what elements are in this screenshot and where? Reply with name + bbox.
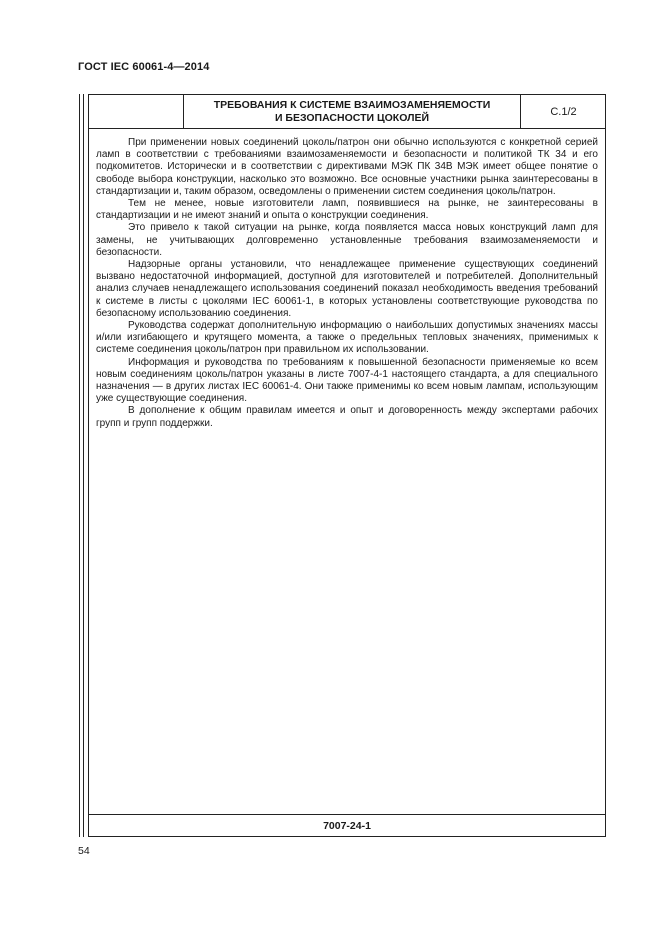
sheet-title-line-2: И БЕЗОПАСНОСТИ ЦОКОЛЕЙ bbox=[274, 111, 430, 124]
document-code: ГОСТ IEC 60061-4—2014 bbox=[78, 61, 210, 73]
sheet-title bbox=[184, 95, 521, 128]
paragraph: Информация и руководства по требованиям к повышенной безопасности применяемые ко всем новым соединениям цоколь/патрон указаны в листе 7007-4-1 настоящего стандарта, а для специального назначения — в других листах IEC 60061-4. Они также применимы ко всем новым лампам, использующим уже существующие соединения. bbox=[96, 356, 598, 405]
sheet-body bbox=[96, 137, 598, 430]
sheet-code: С.1/2 bbox=[550, 105, 577, 118]
sheet-frame bbox=[88, 94, 606, 837]
paragraph: Руководства содержат дополнительную информацию о наибольших допустимых значениях массы и/или изгибающего и крутящего момента, а также о предельных тепловых значениях, применимых к системе соединения цоколь/патрон при правильном их использовании. bbox=[96, 320, 598, 356]
binding-margin-bar bbox=[79, 94, 84, 837]
paragraph: Это привело к такой ситуации на рынке, когда появляется масса новых конструкций ламп для замены, не учитывающих долговременно установленные требования взаимозаменяемости и безопасности. bbox=[96, 222, 598, 258]
sheet-number: 7007-24-1 bbox=[89, 814, 605, 836]
paragraph: В дополнение к общим правилам имеется и опыт и договоренность между экспертами рабочих групп и групп поддержки. bbox=[96, 405, 598, 429]
sheet-header bbox=[89, 95, 605, 129]
page-number: 54 bbox=[78, 845, 90, 857]
sheet-title-line-1: ТРЕБОВАНИЯ К СИСТЕМЕ ВЗАИМОЗАМЕНЯЕМОСТИ bbox=[213, 98, 491, 111]
paragraph: Надзорные органы установили, что ненадлежащее применение существующих соединений вызвано недостаточной информацией, доступной для изготовителей и потребителей. Дополнительный анализ случаев ненадлежащего использования соединений показал необходимость введения требований к системе в листы с цоколями IEC 60061-1, в которых установлены соответствующие руководства по безопасному использованию соединения. bbox=[96, 259, 598, 319]
paragraph: Тем не менее, новые изготовители ламп, появившиеся на рынке, не заинтересованы в стандартизации и не имеют знаний и опыта о конструкции соединения. bbox=[96, 198, 598, 222]
header-blank-cell bbox=[89, 95, 184, 128]
paragraph: При применении новых соединений цоколь/патрон они обычно используются с конкретной серией ламп в соответствии с требованиями взаимозаменяемости и безопасности и политикой ТК 34 и его подкомитетов. Исторически и в соответствии с директивами МЭК ПК 34В МЭК имеет общее понятие о свободе выбора конструкции, насколько это возможно. Все основные участники рынка заинтересованы в стандартизации и, таким образом, осведомлены о применении систем соединения цоколь/патрон. bbox=[96, 137, 598, 197]
